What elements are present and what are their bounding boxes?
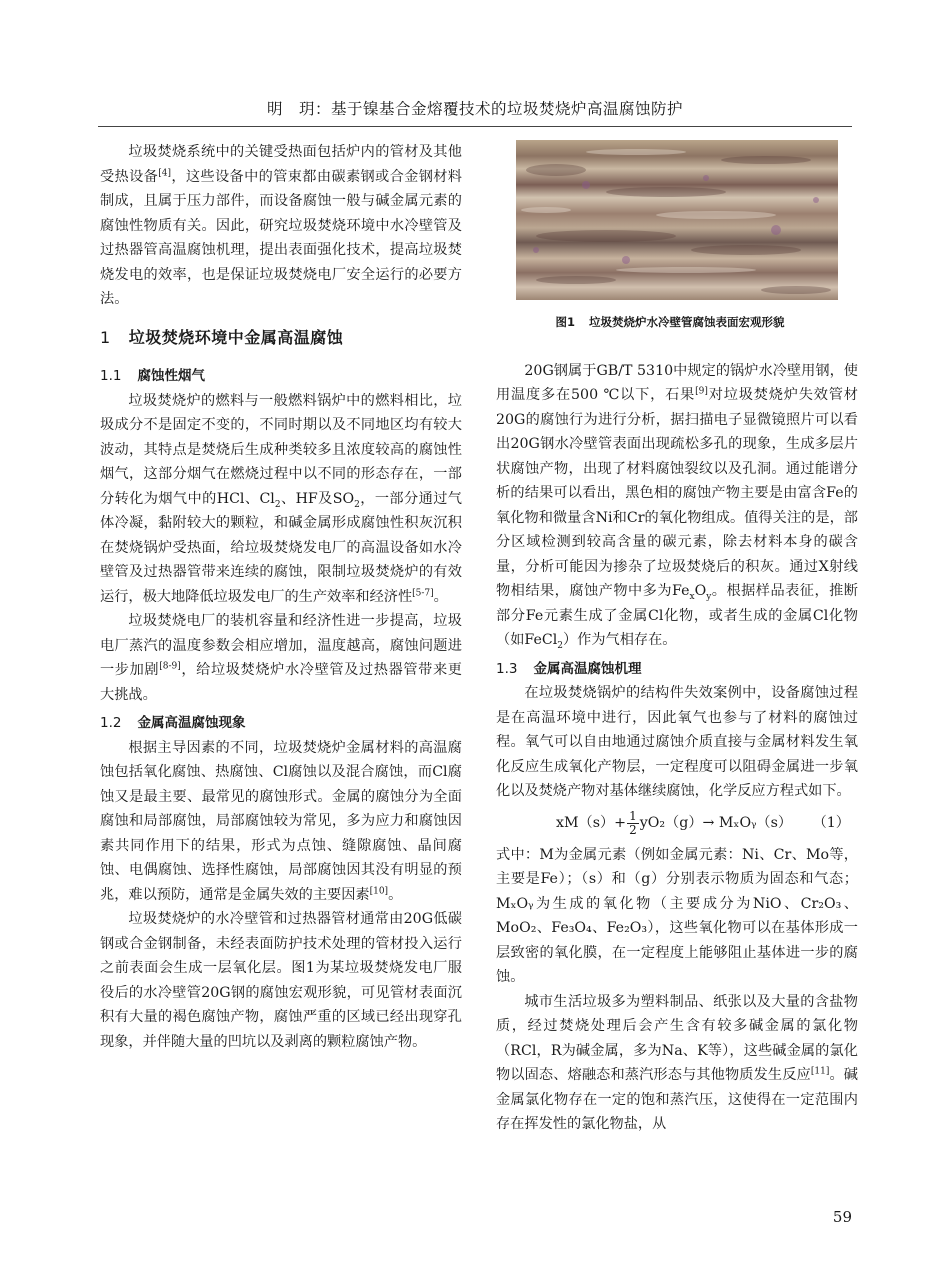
intro-paragraph: 垃圾焚烧系统中的关键受热面包括炉内的管材及其他受热设备[4]，这些设备中的管束都由碳素钢或合金钢材料制成，且属于压力部件，而设备腐蚀一般与碱金属元素的腐蚀性物质有关。因此，研究垃圾焚烧环境中水冷壁管及过热器管高温腐蚀机理，提出表面强化技术，提高垃圾焚烧发电的效率，也是保证垃圾焚烧电厂安全运行的必要方法。 (100, 144, 462, 307)
paragraph-water-wall: 垃圾焚烧炉的水冷壁管和过热器管材通常由20G低碳钢或合金钢制备，未经表面防护技术处理的管材投入运行之前表面会生成一层氧化层。图1为某垃圾焚烧发电厂服役后的水冷壁管20G钢的腐蚀宏观形貌，可见管材表面沉积有大量的褐色腐蚀产物，腐蚀严重的区域已经出现穿孔现象，并伴随大量的凹坑以及剥离的颗粒腐蚀产物。 (100, 911, 462, 1050)
right-column (496, 140, 858, 1137)
photo-texture (516, 140, 838, 300)
paragraph-capacity: 垃圾焚烧电厂的装机容量和经济性进一步提高，垃圾电厂蒸汽的温度参数会相应增加，温度越高，腐蚀问题进一步加剧[8-9]，给垃圾焚烧炉水冷壁管及过热器管带来更大挑战。 (100, 613, 462, 703)
left-column (100, 140, 462, 1054)
corrosion-surface-photo (516, 140, 838, 300)
paragraph-mechanism: 在垃圾焚烧锅炉的结构件失效案例中，设备腐蚀过程是在高温环境中进行，因此氧气也参与了材料的腐蚀过程。氧气可以自由地通过腐蚀介质直接与金属材料发生氧化反应生成氧化产物层，一定程度可以阻碍金属进一步氧化以及焚烧产物对基体继续腐蚀，化学反应方程式如下。 (496, 685, 858, 799)
paragraph-20g-steel: 20G钢属于GB/T 5310中规定的锅炉水冷壁用钢，使用温度多在500 ℃以下，石果[9]对垃圾焚烧炉失效管材20G的腐蚀行为进行分析，据扫描电子显微镜照片可以看出20G钢水冷壁管表面出现疏松多孔的现象，生成多层片状腐蚀产物，出现了材料腐蚀裂纹以及孔洞。通过能谱分析的结果可以看出，黑色相的腐蚀产物主要是由富含Fe的氧化物和微量含Ni和Cr的氧化物组成。值得关注的是，部分区域检测到较高含量的碳元素，除去材料本身的碳含量，分析可能因为掺杂了垃圾焚烧后的积灰。通过X射线物相结果，腐蚀产物中多为$Fe_xO_y$。根据样品表征，推断部分Fe元素生成了金属Cl化物，或者生成的金属Cl化物（如FeCl$_2$）作为气相存在。 (496, 362, 858, 651)
subsection-heading-1-3: 1.3 金属高温腐蚀机理 (496, 660, 642, 677)
subsection-heading-1-2: 1.2 金属高温腐蚀现象 (100, 715, 246, 731)
paragraph-chlorides: 城市生活垃圾多为塑料制品、纸张以及大量的含盐物质，经过焚烧处理后会产生含有较多碱金属的氯化物（RCl，R为碱金属，多为Na、K等），这些碱金属的氯化物以固态、熔融态和蒸汽形态与其他物质发生反应[11]。碱金属氯化物存在一定的饱和蒸汽压，这使得在一定范围内存在挥发性的氯化物盐，从 (496, 993, 858, 1132)
header-rule (98, 126, 852, 127)
figure-caption: 图1 垃圾焚烧炉水冷壁管腐蚀表面宏观形貌 (555, 315, 785, 329)
subsection-heading-1-1: 1.1 腐蚀性烟气 (100, 368, 205, 384)
citation[interactable]: [8-9] (159, 661, 181, 672)
running-header: 明 玥：基于镍基合金熔覆技术的垃圾焚烧炉高温腐蚀防护 (266, 100, 683, 118)
citation[interactable]: [10] (369, 885, 389, 896)
citation[interactable]: [5-7] (412, 587, 434, 598)
equation-number: （1） (812, 814, 850, 831)
page-number: 59 (832, 1208, 852, 1226)
citation[interactable]: [9] (695, 386, 708, 397)
fraction: $\frac{1}{2}$ (629, 808, 637, 837)
paragraph-corrosive-gas: 垃圾焚烧炉的燃料与一般燃料锅炉中的燃料相比，垃圾成分不是固定不变的，不同时期以及不同地区均有较大波动，其特点是焚烧后生成种类较多且浓度较高的腐蚀性烟气，这部分烟气在燃烧过程中以不同的形态存在，一部分转化为烟气中的HCl、$Cl_2$、HF及$SO_2$，一部分通过气体冷凝，黏附较大的颗粒，和碱金属形成腐蚀性积灰沉积在焚烧锅炉受热面，给垃圾焚烧发电厂的高温设备如水冷壁管及过热器管带来连续的腐蚀，限制垃圾焚烧炉的有效运行，极大地降低垃圾发电厂的生产效率和经济性[5-7]。 (100, 392, 462, 605)
paragraph-corrosion-forms: 根据主导因素的不同，垃圾焚烧炉金属材料的高温腐蚀包括氧化腐蚀、热腐蚀、Cl腐蚀以及混合腐蚀，而Cl腐蚀又是最主要、最常见的腐蚀形式。金属的腐蚀分为全面腐蚀和局部腐蚀，局部腐蚀较为常见，多为应力和腐蚀因素共同作用下的结果，形式为点蚀、缝隙腐蚀、晶间腐蚀、电偶腐蚀、选择性腐蚀，局部腐蚀因其没有明显的预兆，难以预防，通常是金属失效的主要因素[10]。 (100, 739, 462, 903)
citation[interactable]: [4] (158, 167, 171, 178)
paragraph-equation-notes: 式中：M为金属元素（例如金属元素：Ni、Cr、Mo等，主要是Fe）；（s）和（g）分别表示物质为固态和气态；MₓOᵧ为生成的氧化物（主要成分为NiO、Cr₂O₃、MoO₂、Fe₃O₄、Fe₂O₃），这些氧化物可以在基体形成一层致密的氧化膜，在一定程度上能够阻止基体进一步的腐蚀。 (496, 846, 858, 985)
equation-1: xM（s）+ $\frac{1}{2}$ yO₂（g）→ MₓOᵧ（s） （1） (556, 808, 850, 837)
citation[interactable]: [11] (810, 1066, 830, 1077)
section-heading-1: 1 垃圾焚烧环境中金属高温腐蚀 (100, 327, 344, 347)
